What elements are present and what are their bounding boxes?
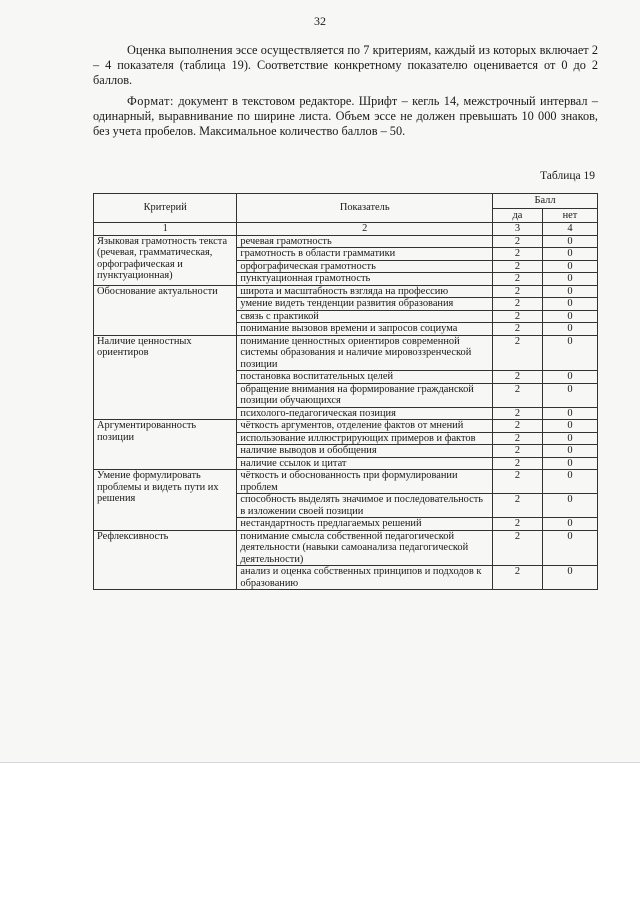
indicator-cell: психолого-педагогическая позиция [237, 407, 493, 420]
criteria-table [93, 193, 598, 590]
paragraph-format [93, 94, 598, 139]
score-no-cell: 0 [542, 285, 597, 298]
indicator-cell: понимание смысла собственной педагогической деятельности (навыки самоанализа педагогической деятельности) [237, 530, 493, 566]
score-yes-cell: 2 [493, 248, 543, 261]
table-row [94, 235, 598, 248]
header-score: Балл [493, 194, 598, 209]
score-yes-cell: 2 [493, 518, 543, 531]
score-yes-cell: 2 [493, 273, 543, 286]
score-no-cell: 0 [542, 494, 597, 518]
score-no-cell: 0 [542, 457, 597, 470]
score-yes-cell: 2 [493, 457, 543, 470]
header-no: нет [542, 208, 597, 223]
indicator-cell: наличие ссылок и цитат [237, 457, 493, 470]
indicator-cell: анализ и оценка собственных принципов и подходов к образованию [237, 566, 493, 590]
score-no-cell: 0 [542, 260, 597, 273]
column-number: 3 [493, 223, 543, 236]
score-yes-cell: 2 [493, 371, 543, 384]
score-yes-cell: 2 [493, 323, 543, 336]
score-yes-cell: 2 [493, 530, 543, 566]
score-no-cell: 0 [542, 530, 597, 566]
score-no-cell: 0 [542, 335, 597, 371]
indicator-cell: связь с практикой [237, 310, 493, 323]
score-yes-cell: 2 [493, 298, 543, 311]
indicator-cell: пунктуационная грамотность [237, 273, 493, 286]
score-yes-cell: 2 [493, 566, 543, 590]
indicator-cell: постановка воспитательных целей [237, 371, 493, 384]
score-no-cell: 0 [542, 235, 597, 248]
score-no-cell: 0 [542, 371, 597, 384]
format-text: документ в текстовом редакторе. Шрифт – кегль 14, межстрочный интервал – одинарный, выравнивание по ширине листа. Объем эссе не должен превышать 10 000 знаков, без учета пробелов. Максимальное количество баллов – 50. [93, 94, 598, 138]
header-indicator: Показатель [237, 194, 493, 223]
score-no-cell: 0 [542, 248, 597, 261]
criterion-cell: Умение формулировать проблемы и видеть пути их решения [94, 470, 237, 531]
indicator-cell: чёткость аргументов, отделение фактов от мнений [237, 420, 493, 433]
score-no-cell: 0 [542, 420, 597, 433]
indicator-cell: грамотность в области грамматики [237, 248, 493, 261]
score-yes-cell: 2 [493, 445, 543, 458]
criterion-cell: Языковая грамотность текста (речевая, грамматическая, орфографическая и пунктуационная) [94, 235, 237, 285]
table-row [94, 530, 598, 566]
paragraph-evaluation: Оценка выполнения эссе осуществляется по 7 критериям, каждый из которых включает 2 – 4 показателя (таблица 19). Соответствие конкретному показателю оценивается от 0 до 2 баллов. [93, 43, 598, 87]
header-yes: да [493, 208, 543, 223]
table-caption: Таблица 19 [540, 170, 595, 182]
table-body [94, 223, 598, 590]
score-no-cell: 0 [542, 310, 597, 323]
indicator-cell: орфографическая грамотность [237, 260, 493, 273]
score-no-cell: 0 [542, 323, 597, 336]
indicator-cell: речевая грамотность [237, 235, 493, 248]
score-yes-cell: 2 [493, 260, 543, 273]
score-no-cell: 0 [542, 383, 597, 407]
criterion-cell: Наличие ценностных ориентиров [94, 335, 237, 420]
indicator-cell: наличие выводов и обобщения [237, 445, 493, 458]
score-no-cell: 0 [542, 432, 597, 445]
header-criterion: Критерий [94, 194, 237, 223]
score-yes-cell: 2 [493, 470, 543, 494]
criterion-cell: Обоснование актуальности [94, 285, 237, 335]
score-yes-cell: 2 [493, 407, 543, 420]
score-yes-cell: 2 [493, 432, 543, 445]
table-row [94, 285, 598, 298]
indicator-cell: понимание ценностных ориентиров современной системы образования и наличие мировоззренческой позиции [237, 335, 493, 371]
indicator-cell: обращение внимания на формирование гражданской позиции обучающихся [237, 383, 493, 407]
score-yes-cell: 2 [493, 310, 543, 323]
indicator-cell: использование иллюстрирующих примеров и фактов [237, 432, 493, 445]
indicator-cell: чёткость и обоснованность при формулировании проблем [237, 470, 493, 494]
indicator-cell: умение видеть тенденции развития образования [237, 298, 493, 311]
score-no-cell: 0 [542, 518, 597, 531]
criterion-cell: Рефлексивность [94, 530, 237, 590]
score-yes-cell: 2 [493, 383, 543, 407]
indicator-cell: понимание вызовов времени и запросов социума [237, 323, 493, 336]
indicator-cell: нестандартность предлагаемых решений [237, 518, 493, 531]
score-yes-cell: 2 [493, 285, 543, 298]
column-number: 1 [94, 223, 237, 236]
score-no-cell: 0 [542, 566, 597, 590]
score-yes-cell: 2 [493, 235, 543, 248]
column-number: 4 [542, 223, 597, 236]
table-row [94, 335, 598, 371]
score-yes-cell: 2 [493, 420, 543, 433]
score-no-cell: 0 [542, 298, 597, 311]
score-no-cell: 0 [542, 407, 597, 420]
indicator-cell: широта и масштабность взгляда на профессию [237, 285, 493, 298]
score-yes-cell: 2 [493, 335, 543, 371]
score-no-cell: 0 [542, 470, 597, 494]
score-no-cell: 0 [542, 273, 597, 286]
indicator-cell: способность выделять значимое и последовательность в изложении своей позиции [237, 494, 493, 518]
column-number: 2 [237, 223, 493, 236]
format-lead: Формат: [127, 94, 174, 108]
score-yes-cell: 2 [493, 494, 543, 518]
table-row [94, 470, 598, 494]
table-row [94, 420, 598, 433]
criterion-cell: Аргументированность позиции [94, 420, 237, 470]
column-number-row [94, 223, 598, 236]
page-number: 32 [314, 14, 326, 28]
score-no-cell: 0 [542, 445, 597, 458]
